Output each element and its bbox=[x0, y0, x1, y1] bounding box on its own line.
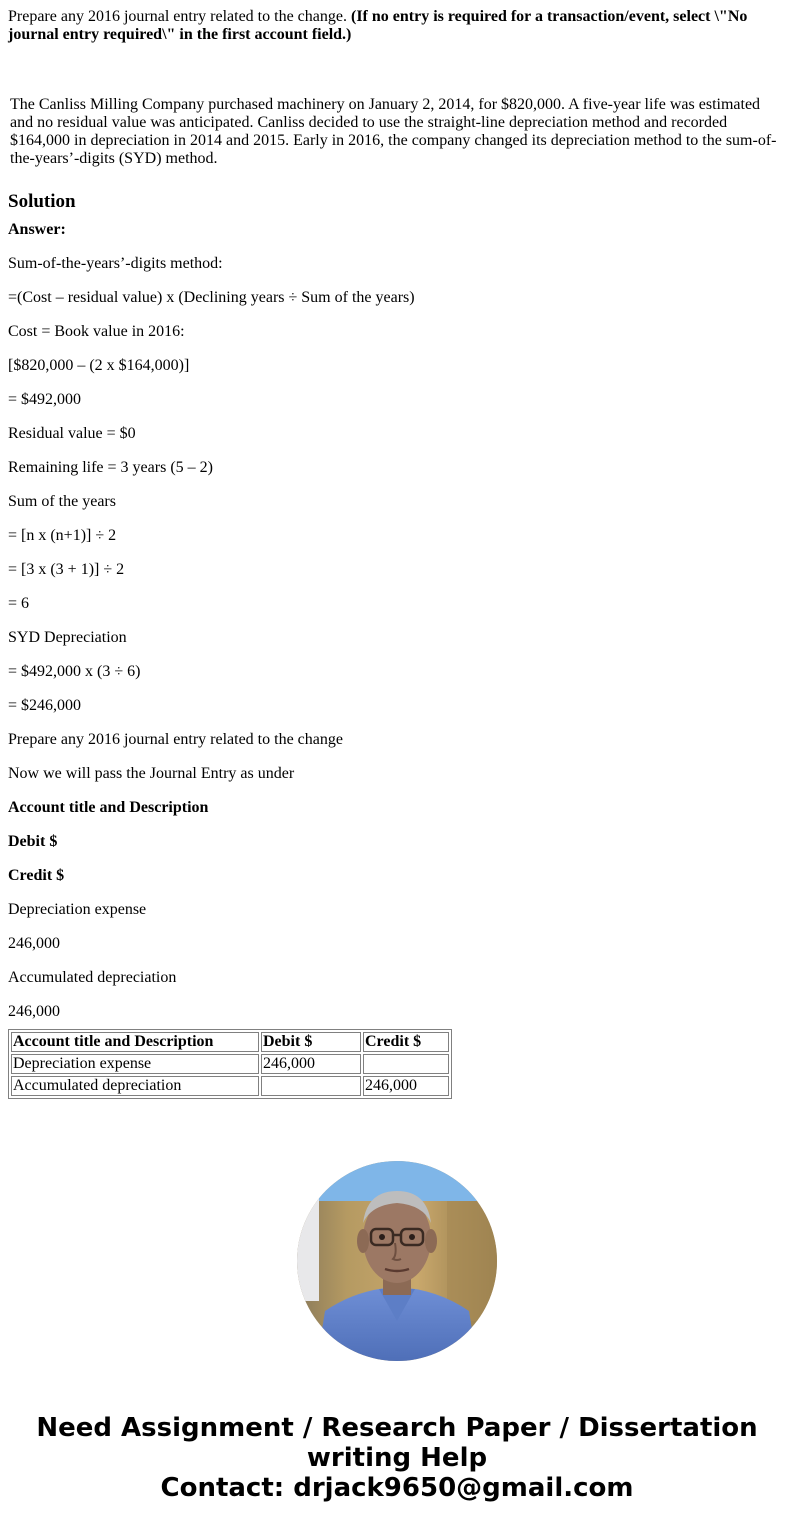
solution-line-heading: Debit $ bbox=[8, 833, 58, 850]
solution-line-heading: Account title and Description bbox=[8, 799, 209, 816]
solution-line: = [3 x (3 + 1)] ÷ 2 bbox=[8, 561, 125, 578]
table-cell bbox=[363, 1054, 449, 1074]
question-intro: Prepare any 2016 journal entry related to the change. bbox=[8, 8, 351, 25]
solution-line: Now we will pass the Journal Entry as under bbox=[8, 765, 295, 782]
solution-line: Residual value = $0 bbox=[8, 425, 136, 442]
solution-line: Remaining life = 3 years (5 – 2) bbox=[8, 459, 213, 476]
avatar-portrait-image bbox=[297, 1161, 497, 1361]
table-header-row bbox=[11, 1032, 449, 1052]
problem-statement: The Canliss Milling Company purchased machinery on January 2, 2014, for $820,000. A five-year life was estimated and no residual value was anticipated. Canliss decided to use the straight-line depreciation method and recorded $164,000 in depreciation in 2014 and 2015. Early in 2016, the company changed its depreciation method to the sum-of-the-years’-digits (SYD) method. bbox=[10, 96, 777, 167]
table-row bbox=[11, 1076, 449, 1096]
solution-line: = $246,000 bbox=[8, 697, 82, 714]
table-cell: 246,000 bbox=[363, 1076, 449, 1096]
solution-line: Sum-of-the-years’-digits method: bbox=[8, 255, 223, 272]
table-header-cell: Account title and Description bbox=[11, 1032, 259, 1052]
table-header-cell: Debit $ bbox=[261, 1032, 361, 1052]
footer-banner bbox=[0, 1413, 794, 1503]
solution-line-heading: Credit $ bbox=[8, 867, 65, 884]
document bbox=[0, 8, 794, 1099]
solution-line: 246,000 bbox=[8, 935, 60, 952]
solution-line: Depreciation expense bbox=[8, 901, 147, 918]
solution-line: Accumulated depreciation bbox=[8, 969, 177, 986]
table-cell: Depreciation expense bbox=[11, 1054, 259, 1074]
table-row bbox=[11, 1054, 449, 1074]
solution-line: SYD Depreciation bbox=[8, 629, 127, 646]
solution-line: Sum of the years bbox=[8, 493, 116, 510]
solution-line: [$820,000 – (2 x $164,000)] bbox=[8, 357, 190, 374]
table-header-cell: Credit $ bbox=[363, 1032, 449, 1052]
solution-line: =(Cost – residual value) x (Declining years ÷ Sum of the years) bbox=[8, 289, 415, 306]
author-avatar bbox=[297, 1161, 497, 1361]
question-instruction: (If no entry is required for a transaction/event, select \"No journal entry required\" in the first account field.) bbox=[8, 8, 748, 43]
solution-lines bbox=[8, 221, 786, 1021]
solution-line: = [n x (n+1)] ÷ 2 bbox=[8, 527, 117, 544]
table-cell bbox=[261, 1076, 361, 1096]
table-cell: Accumulated depreciation bbox=[11, 1076, 259, 1096]
solution-line: = $492,000 x (3 ÷ 6) bbox=[8, 663, 141, 680]
solution-heading: Solution bbox=[8, 191, 76, 212]
footer-line: Need Assignment / Research Paper / Dissertation bbox=[36, 1413, 758, 1443]
solution-line: 246,000 bbox=[8, 1003, 60, 1020]
question-text bbox=[8, 8, 786, 44]
journal-entry-table bbox=[8, 1029, 452, 1099]
solution-line: = 6 bbox=[8, 595, 30, 612]
solution-line: = $492,000 bbox=[8, 391, 82, 408]
footer-contact: Contact: drjack9650@gmail.com bbox=[160, 1473, 634, 1503]
answer-label: Answer: bbox=[8, 221, 66, 238]
table-cell: 246,000 bbox=[261, 1054, 361, 1074]
footer-line: writing Help bbox=[306, 1443, 488, 1473]
solution-line: Cost = Book value in 2016: bbox=[8, 323, 185, 340]
solution-line: Prepare any 2016 journal entry related to the change bbox=[8, 731, 343, 748]
